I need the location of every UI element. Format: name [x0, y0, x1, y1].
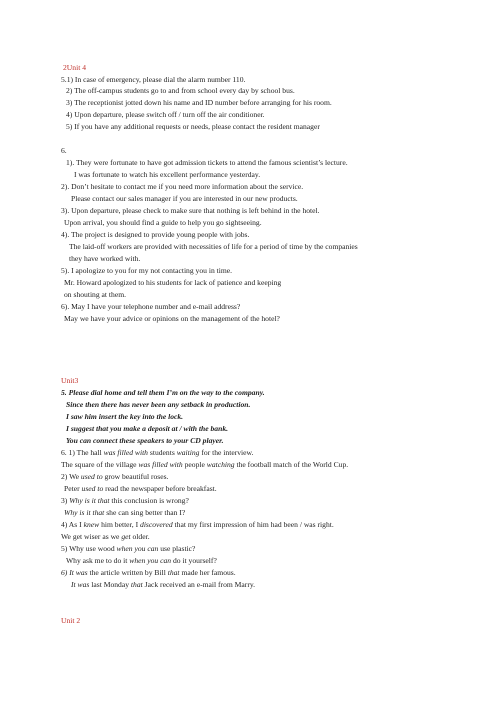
row-text: students [147, 448, 177, 457]
u3-q5-line1: 5. Please dial home and tell them I’m on the way to the company. [61, 388, 265, 397]
u3-q5-line2: Since then there has never been any setback in production. [66, 400, 251, 409]
row-text: made her famous. [179, 568, 236, 577]
row-text: 3) [61, 496, 70, 505]
row-text: Jack received an e-mail from Marry. [142, 580, 256, 589]
row-emphasis: 6) It was [61, 568, 88, 577]
row-emphasis: Why is it that [69, 496, 110, 505]
u3-q6-row7 [61, 520, 334, 529]
u4-q6-line8: The laid-off workers are provided with necessities of life for a period of time by the companies [69, 242, 358, 251]
row-text: grow beautiful roses. [102, 472, 169, 481]
unit3-heading: Unit3 [61, 376, 79, 385]
row-text: 4) As I [61, 520, 84, 529]
u3-q6-row6 [64, 508, 185, 517]
u4-q6-line2: I was fortunate to watch his excellent performance yesterday. [74, 170, 261, 179]
u4-q6-line1: 1). They were fortunate to have got admission tickets to attend the famous scientist’s lecture. [66, 158, 348, 167]
u3-q6-row5 [61, 496, 189, 505]
u4-q5-line4: 4) Upon departure, please switch off / turn off the air conditioner. [66, 110, 265, 119]
u4-q5-line1: 5.1) In case of emergency, please dial the alarm number 110. [61, 75, 246, 84]
row-text: last Monday [89, 580, 131, 589]
row-emphasis: waiting [176, 448, 200, 457]
row-text: this conclusion is wrong? [109, 496, 189, 505]
u3-q6-row4 [64, 484, 217, 493]
row-emphasis: was filled with [138, 460, 183, 469]
row-emphasis: when you can [129, 556, 172, 565]
row-emphasis: watching [206, 460, 235, 469]
row-text: him better, I [99, 520, 141, 529]
row-text: older. [130, 532, 150, 541]
row-text: the article written by Bill [87, 568, 168, 577]
u3-q6-row12 [71, 580, 255, 589]
u4-q6-line11: Mr. Howard apologized to his students for lack of patience and keeping [64, 278, 282, 287]
u4-q6-line3: 2). Don’t hesitate to contact me if you need more information about the service. [61, 182, 304, 191]
u4-q5-line3: 3) The receptionist jotted down his name and ID number before arranging for his room. [66, 98, 332, 107]
u3-q5-line3: I saw him insert the key into the lock. [66, 412, 184, 421]
row-emphasis: that [130, 580, 143, 589]
u4-q5-line2: 2) The off-campus students go to and from school every day by school bus. [66, 86, 295, 95]
unit2-heading: Unit 2 [61, 616, 81, 625]
u3-q6-row1 [61, 448, 253, 457]
u4-q6-line7: 4). The project is designed to provide young people with jobs. [61, 230, 250, 239]
row-emphasis: It was [71, 580, 90, 589]
row-text: We get wiser as we [61, 532, 122, 541]
u4-q6-line13: 6). May I have your telephone number and e-mail address? [61, 302, 241, 311]
u4-q6-line5: 3). Upon departure, please check to make sure that nothing is left behind in the hotel. [61, 206, 320, 215]
row-text: that my first impression of him had been / was right. [172, 520, 334, 529]
row-emphasis: get [121, 532, 131, 541]
u4-q6-line9: they have worked with. [69, 254, 141, 263]
row-emphasis: when you can [116, 544, 159, 553]
row-emphasis: that [167, 568, 180, 577]
u3-q5-line4: I suggest that you make a deposit at / with the bank. [66, 424, 229, 433]
row-text: use plastic? [158, 544, 196, 553]
u4-q6-line12: on shouting at them. [64, 290, 127, 299]
u3-q6-row10 [66, 556, 217, 565]
row-emphasis: was filled with [103, 448, 148, 457]
row-text: Peter [64, 484, 82, 493]
u4-q6-line6: Upon arrival, you should find a guide to help you go sightseeing. [64, 218, 262, 227]
row-text: 2) We [61, 472, 81, 481]
row-text: she can sing better than I? [104, 508, 186, 517]
u4-q6-line4: Please contact our sales manager if you are interested in our new products. [71, 194, 298, 203]
row-text: The square of the village [61, 460, 139, 469]
u3-q6-row3 [61, 472, 168, 481]
u4-q5-line5: 5) If you have any additional requests or needs, please contact the resident manager [66, 122, 320, 131]
row-emphasis: used to [80, 472, 103, 481]
u3-q6-row11 [61, 568, 236, 577]
row-text: people [182, 460, 207, 469]
row-text: do it yourself? [171, 556, 217, 565]
row-emphasis: discovered [140, 520, 173, 529]
u4-q6-number: 6. [61, 146, 67, 155]
u3-q6-row2 [61, 460, 348, 469]
row-text: Why ask me to do it [66, 556, 130, 565]
row-emphasis: Why is it that [64, 508, 105, 517]
u4-q6-line10: 5). I apologize to you for my not contacting you in time. [61, 266, 233, 275]
u3-q6-row9 [61, 544, 195, 553]
row-text: 6. 1) The hall [61, 448, 104, 457]
u3-q5-line5: You can connect these speakers to your CD player. [66, 436, 224, 445]
row-text: the football match of the World Cup. [234, 460, 349, 469]
row-emphasis: knew [83, 520, 100, 529]
unit4-heading: 2Unit 4 [63, 63, 86, 72]
row-text: for the interview. [199, 448, 254, 457]
row-text: 5) Why use wood [61, 544, 117, 553]
row-emphasis: used to [81, 484, 104, 493]
u3-q6-row8 [61, 532, 150, 541]
u4-q6-line14: May we have your advice or opinions on the management of the hotel? [64, 314, 280, 323]
row-text: read the newspaper before breakfast. [103, 484, 217, 493]
